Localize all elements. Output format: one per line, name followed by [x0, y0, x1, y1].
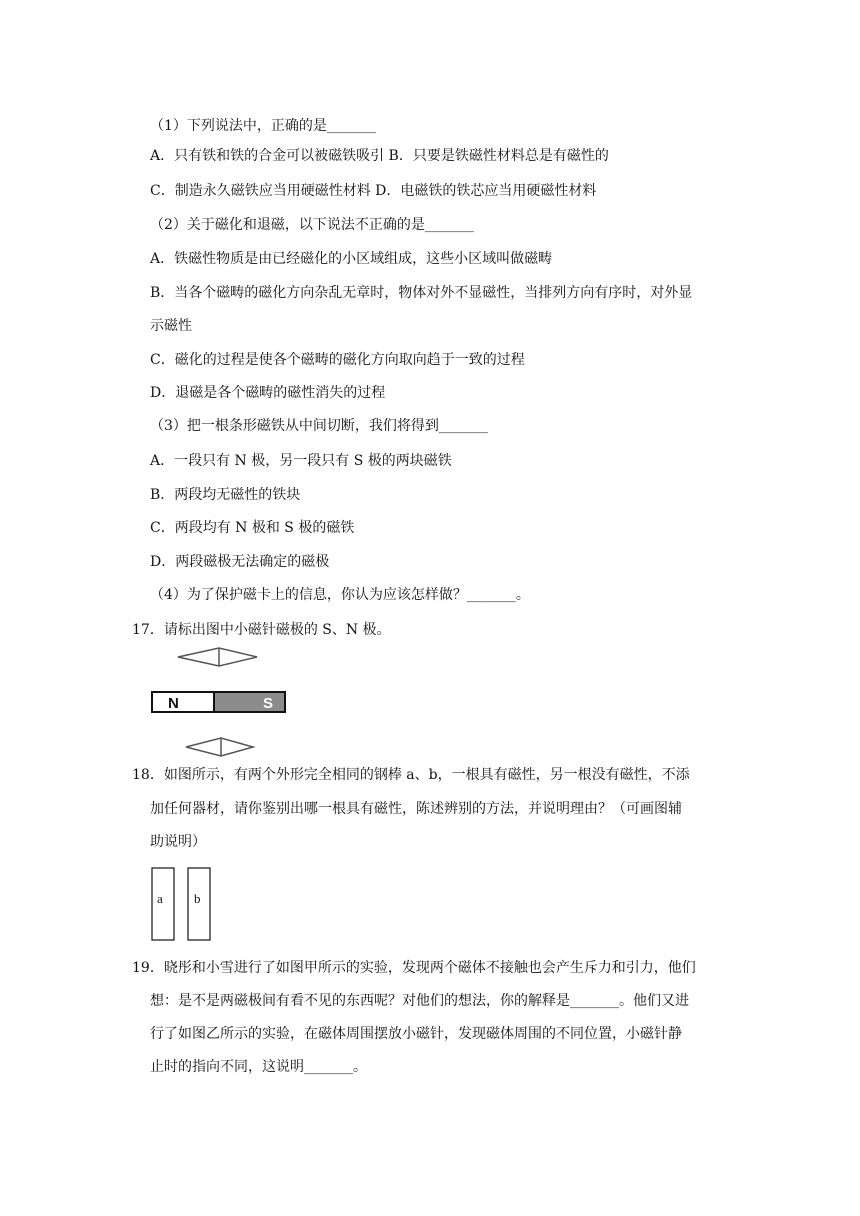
q18-line2: 加任何器材，请你鉴别出哪一根具有磁性，陈述辨别的方法，并说明理由？（可画图辅: [150, 801, 682, 817]
q16-part1-stem: （1）下列说法中，正确的是_______: [150, 118, 376, 134]
q16-part3-option-b: B．两段均无磁性的铁块: [150, 487, 301, 503]
q19-line1: 19．晓彤和小雪进行了如图甲所示的实验，发现两个磁体不接触也会产生斥力和引力，他们: [132, 960, 696, 976]
q19-line3: 行了如图乙所示的实验，在磁体周围摆放小磁针，发现磁体周围的不同位置，小磁针静: [150, 1026, 682, 1042]
compass-magnet-figure: [140, 640, 310, 760]
q18-line3: 助说明）: [150, 834, 206, 850]
q16-part2-option-c: C．磁化的过程是使各个磁畴的磁化方向取向趋于一致的过程: [150, 352, 525, 368]
q16-part1-options-ab: A．只有铁和铁的合金可以被磁铁吸引 B．只要是铁磁性材料总是有磁性的: [150, 148, 609, 164]
q16-part2-option-d: D．退磁是各个磁畴的磁性消失的过程: [150, 385, 386, 401]
steel-rods-figure: [146, 862, 218, 946]
q16-part1-options-cd: C．制造永久磁铁应当用硬磁性材料 D．电磁铁的铁芯应当用硬磁性材料: [150, 183, 597, 199]
steel-rod-b: [188, 868, 210, 940]
q16-part2-option-b-line2: 示磁性: [150, 318, 192, 334]
magnet-n-half: [152, 692, 214, 712]
magnet-s-label: S: [263, 695, 274, 712]
top-compass-needle: [178, 648, 257, 666]
rod-b-label: b: [194, 891, 201, 906]
q16-part2-option-a: A．铁磁性物质是由已经磁化的小区域组成，这些小区域叫做磁畴: [150, 251, 553, 267]
q16-part2-option-b-line1: B．当各个磁畴的磁化方向杂乱无章时，物体对外不显磁性，当排列方向有序时，对外显: [150, 285, 693, 301]
q16-part4-stem: （4）为了保护磁卡上的信息，你认为应该怎样做？_______。: [150, 587, 530, 603]
bottom-compass-needle: [186, 738, 253, 756]
q16-part3-stem: （3）把一根条形磁铁从中间切断，我们将得到_______: [150, 418, 488, 434]
q17-text: 17．请标出图中小磁针磁极的 S、N 极。: [132, 622, 391, 638]
steel-rod-a: [152, 868, 174, 940]
magnet-s-half: [214, 692, 285, 712]
q19-line2: 想：是不是两磁极间有看不见的东西呢？对他们的想法，你的解释是_______。他们又进: [150, 993, 689, 1009]
q18-line1: 18．如图所示，有两个外形完全相同的钢棒 a、b，一根具有磁性，另一根没有磁性，不添: [132, 767, 690, 783]
magnet-n-label: N: [168, 695, 179, 712]
rod-a-label: a: [157, 891, 163, 906]
bar-magnet: [152, 692, 285, 712]
q16-part2-stem: （2）关于磁化和退磁，以下说法不正确的是_______: [150, 217, 474, 233]
q19-line4: 止时的指向不同，这说明_______。: [150, 1059, 367, 1075]
q16-part3-option-c: C．两段均有 N 极和 S 极的磁铁: [150, 520, 355, 536]
q16-part3-option-d: D．两段磁极无法确定的磁极: [150, 554, 330, 570]
q16-part3-option-a: A．一段只有 N 极，另一段只有 S 极的两块磁铁: [150, 453, 452, 469]
